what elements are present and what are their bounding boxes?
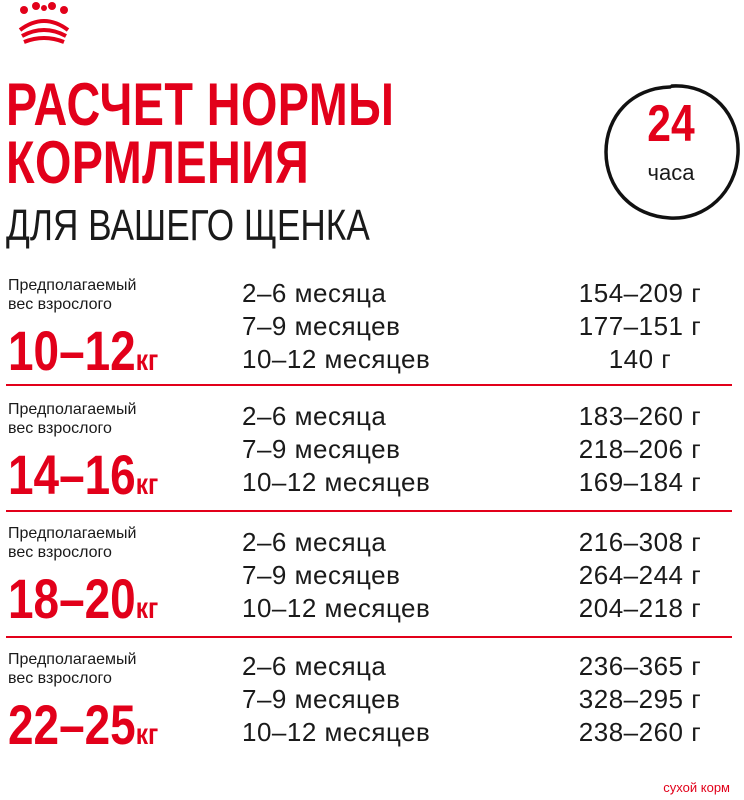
age-label: 7–9 месяцев <box>242 434 401 464</box>
grams-value: 238–260 г <box>578 717 702 747</box>
grams-value: 183–260 г <box>578 401 702 431</box>
age-label: 10–12 месяцев <box>242 467 431 497</box>
grams-value: 264–244 г <box>578 560 702 590</box>
title-line-2: КОРМЛЕНИЯ <box>6 129 310 196</box>
grams-value: 204–218 г <box>578 593 702 623</box>
grams-value: 216–308 г <box>578 527 702 557</box>
block-caption: Предполагаемый вес взрослого <box>8 277 137 313</box>
page-subtitle: ДЛЯ ВАШЕГО ЩЕНКА <box>6 201 370 250</box>
block-weight: 10–12кг <box>8 319 159 382</box>
title-line-1: РАСЧЕТ НОРМЫ <box>6 71 395 138</box>
hours-badge-number: 24 <box>647 95 695 153</box>
page-title <box>6 71 395 196</box>
grams-value: 140 г <box>608 344 672 374</box>
weight-block-14-16 <box>0 400 744 520</box>
age-label: 7–9 месяцев <box>242 311 401 341</box>
grams-value: 154–209 г <box>578 278 702 308</box>
block-caption: Предполагаемый вес взрослого <box>8 401 137 437</box>
footnote: сухой корм <box>663 780 730 795</box>
age-label: 2–6 месяца <box>242 651 387 681</box>
divider <box>6 636 732 638</box>
age-label: 2–6 месяца <box>242 527 387 557</box>
age-label: 7–9 месяцев <box>242 684 401 714</box>
grams-value: 236–365 г <box>578 651 702 681</box>
weight-block-22-25 <box>0 650 744 770</box>
block-weight: 22–25кг <box>8 693 159 756</box>
age-label: 2–6 месяца <box>242 401 387 431</box>
grams-value: 177–151 г <box>578 311 702 341</box>
grams-value: 169–184 г <box>578 467 702 497</box>
grams-value: 328–295 г <box>578 684 702 714</box>
block-caption: Предполагаемый вес взрослого <box>8 651 137 687</box>
divider <box>6 384 732 386</box>
grams-value: 218–206 г <box>578 434 702 464</box>
crown-icon <box>14 2 74 46</box>
age-label: 7–9 месяцев <box>242 560 401 590</box>
divider <box>6 510 732 512</box>
block-weight: 14–16кг <box>8 443 159 506</box>
hours-badge-label: часа <box>647 160 695 185</box>
block-caption: Предполагаемый вес взрослого <box>8 525 137 561</box>
age-label: 10–12 месяцев <box>242 344 431 374</box>
weight-block-10-12 <box>0 276 744 396</box>
block-weight: 18–20кг <box>8 567 159 630</box>
age-label: 2–6 месяца <box>242 278 387 308</box>
age-label: 10–12 месяцев <box>242 593 431 623</box>
weight-block-18-20 <box>0 524 744 644</box>
age-label: 10–12 месяцев <box>242 717 431 747</box>
